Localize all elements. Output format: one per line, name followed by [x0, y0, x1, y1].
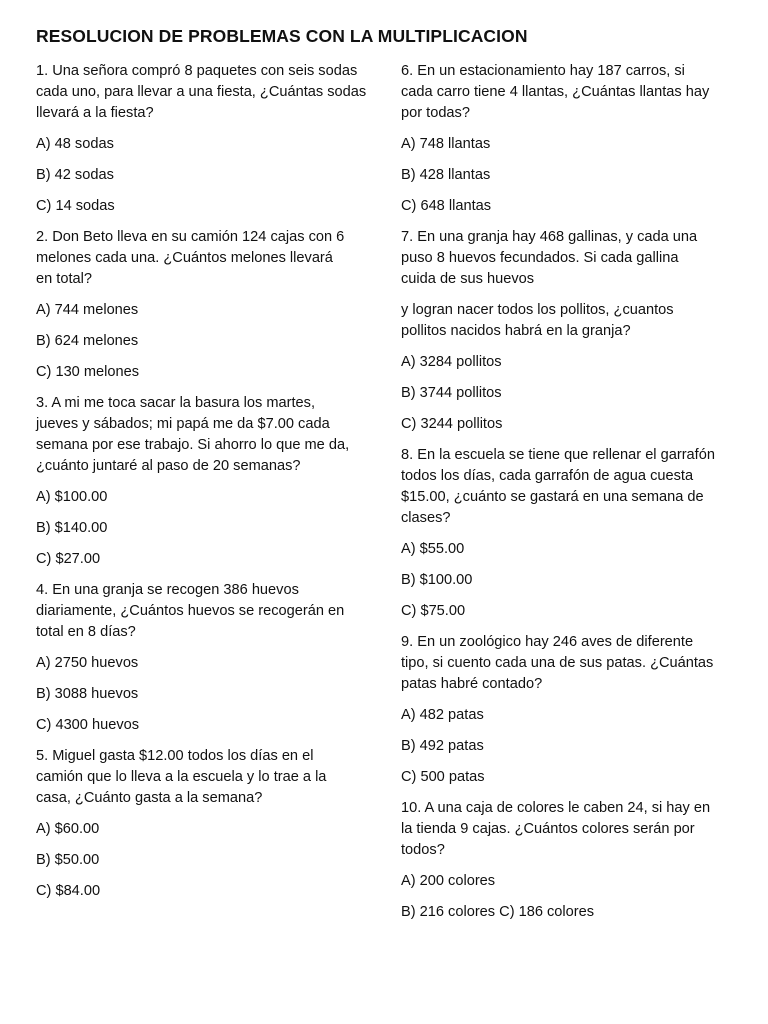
q9-option-b: B) 492 patas [401, 738, 484, 754]
q2-option-a: A) 744 melones [36, 302, 139, 318]
left-column [36, 61, 391, 912]
q7-option-b: B) 3744 pollitos [401, 385, 502, 401]
q7-option-c: C) 3244 pollitos [401, 416, 503, 432]
q1-option-b: B) 42 sodas [36, 167, 114, 183]
q5-option-c: C) $84.00 [36, 883, 101, 899]
q6-option-a: A) 748 llantas [401, 136, 491, 152]
question-3: 3. A mi me toca sacar la basura los martes, jueves y sábados; mi papá me da $7.00 cada semana por ese trabajo. Si ahorro lo que me da, ¿cuánto juntaré al paso de 20 semanas? [36, 395, 350, 474]
q2-option-c: C) 130 melones [36, 364, 140, 380]
q6-option-c: C) 648 llantas [401, 198, 492, 214]
question-2: 2. Don Beto lleva en su camión 124 cajas con 6 melones cada una. ¿Cuántos melones llevará en total? [36, 229, 345, 287]
q3-option-c: C) $27.00 [36, 551, 101, 567]
q10-option-a: A) 200 colores [401, 873, 496, 889]
question-10: 10. A una caja de colores le caben 24, si hay en la tienda 9 cajas. ¿Cuántos colores serán por todos? [401, 800, 711, 858]
q4-option-a: A) 2750 huevos [36, 655, 139, 671]
question-9: 9. En un zoológico hay 246 aves de diferente tipo, si cuento cada una de sus patas. ¿Cuántas patas habré contado? [401, 634, 714, 692]
q8-option-b: B) $100.00 [401, 572, 473, 588]
q3-option-a: A) $100.00 [36, 489, 108, 505]
q5-option-b: B) $50.00 [36, 852, 100, 868]
q1-option-c: C) 14 sodas [36, 198, 115, 214]
q4-option-c: C) 4300 huevos [36, 717, 140, 733]
q7-option-a: A) 3284 pollitos [401, 354, 502, 370]
q2-option-b: B) 624 melones [36, 333, 139, 349]
question-8: 8. En la escuela se tiene que rellenar el garrafón todos los días, cada garrafón de agua cuesta $15.00, ¿cuánto se gastará en una semana de clases? [401, 447, 715, 526]
q10-option-b-c: B) 216 colores C) 186 colores [401, 904, 595, 920]
q9-option-a: A) 482 patas [401, 707, 484, 723]
question-7-continued: y logran nacer todos los pollitos, ¿cuantos pollitos nacidos habrá en la granja? [401, 302, 674, 339]
q5-option-a: A) $60.00 [36, 821, 100, 837]
question-1: 1. Una señora compró 8 paquetes con seis sodas cada uno, para llevar a una fiesta, ¿Cuántas sodas llevará a la fiesta? [36, 63, 367, 121]
q1-option-a: A) 48 sodas [36, 136, 114, 152]
question-5: 5. Miguel gasta $12.00 todos los días en el camión que lo lleva a la escuela y lo trae a la casa, ¿Cuánto gasta a la semana? [36, 748, 327, 806]
q9-option-c: C) 500 patas [401, 769, 485, 785]
question-7: 7. En una granja hay 468 gallinas, y cada una puso 8 huevos fecundados. Si cada gallina cuida de sus huevos [401, 229, 698, 287]
q8-option-a: A) $55.00 [401, 541, 465, 557]
right-column [401, 61, 741, 933]
q6-option-b: B) 428 llantas [401, 167, 491, 183]
q3-option-b: B) $140.00 [36, 520, 108, 536]
q4-option-b: B) 3088 huevos [36, 686, 139, 702]
question-4: 4. En una granja se recogen 386 huevos diariamente, ¿Cuántos huevos se recogerán en total en 8 días? [36, 582, 345, 640]
question-6: 6. En un estacionamiento hay 187 carros, si cada carro tiene 4 llantas, ¿Cuántas llantas hay por todas? [401, 63, 710, 121]
page-title: RESOLUCION DE PROBLEMAS CON LA MULTIPLICACION [36, 26, 528, 46]
q8-option-c: C) $75.00 [401, 603, 466, 619]
